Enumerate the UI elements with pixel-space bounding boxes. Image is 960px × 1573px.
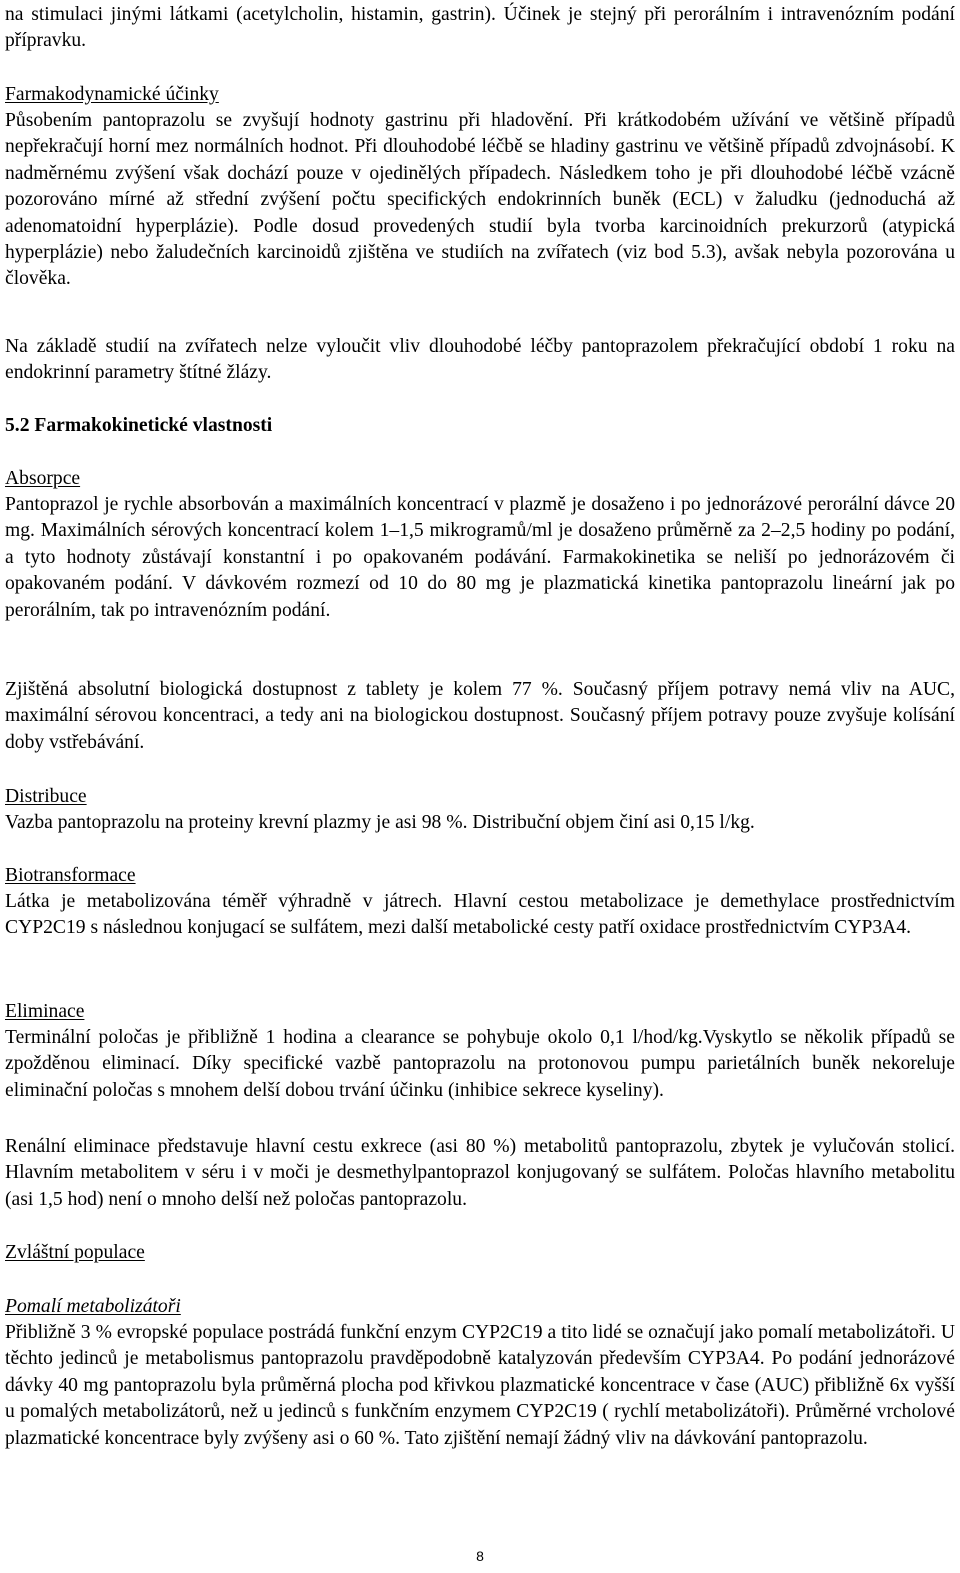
absorption-paragraph-2: Zjištěná absolutní biologická dostupnost z tablety je kolem 77 %. Současný příjem potravy nemá vliv na AUC, maximální sérovou koncentraci, a tedy ani na biologickou dostupnost. Současný příjem potravy pouze zvyšuje kolísání doby vstřebávání. xyxy=(5,679,955,753)
elimination-heading: Eliminace xyxy=(5,1001,85,1022)
special-populations-heading: Zvláštní populace xyxy=(5,1242,145,1263)
distribution-heading: Distribuce xyxy=(5,786,87,807)
pharmacodynamics-paragraph-1: Působením pantoprazolu se zvyšují hodnoty gastrinu při hladovění. Při krátkodobém užívání ve většině případů nepřekračují horní mez normálních hodnot. Při dlouhodobé léčbě se hladiny gastrinu ve většině případů zdvojnásobí. K nadměrnému zvýšení však dochází pouze v ojedinělých případech. Následkem toho je při dlouhodobé léčbě vzácně pozorováno mírné až střední zvýšení počtu specifických endokrinních buněk (ECL) v žaludku (jednoduchá až adenomatoidní hyperplázie). Podle dosud provedených studií byla tvorba karcinoidních prekurzorů (atypická hyperplázie) nebo žaludečních karcinoidů zjištěna ve studiích na zvířatech (viz bod 5.3), avšak nebyla pozorována u člověka. xyxy=(5,110,955,290)
pharmacodynamics-heading: Farmakodynamické účinky xyxy=(5,84,219,105)
distribution-paragraph: Vazba pantoprazolu na proteiny krevní plazmy je asi 98 %. Distribuční objem činí asi 0,15 l/kg. xyxy=(5,812,755,833)
page-number: 8 xyxy=(476,1548,484,1564)
pharmacodynamics-paragraph-2: Na základě studií na zvířatech nelze vyloučit vliv dlouhodobé léčby pantoprazolem překračující období 1 roku na endokrinní parametry štítné žlázy. xyxy=(5,336,955,384)
elimination-paragraph-1: Terminální poločas je přibližně 1 hodina a clearance se pohybuje okolo 0,1 l/hod/kg.Vyskytlo se několik případů se zpožděnou eliminací. Díky specifické vazbě pantoprazolu na protonovou pumpu parietálních buněk nekoreluje eliminační poločas s mnohem delší dobou trvání účinku (inhibice sekrece kyseliny). xyxy=(5,1027,955,1101)
slow-metabolizers-paragraph: Přibližně 3 % evropské populace postrádá funkční enzym CYP2C19 a tito lidé se označují jako pomalí metabolizátoři. U těchto jedinců je metabolismus pantoprazolu pravděpodobně katalyzován především CYP3A4. Po podání jednorázové dávky 40 mg pantoprazolu byla průměrná plocha pod křivkou plazmatické koncentrace v čase (AUC) přibližně 6x vyšší u pomalých metabolizátorů, než u jedinců s funkčním enzymem CYP2C19 ( rychlí metabolizátoři). Průměrné vrcholové plazmatické koncentrace byly zvýšeny asi o 60 %. Tato zjištění nemají žádný vliv na dávkování pantoprazolu. xyxy=(5,1322,955,1449)
slow-metabolizers-heading: Pomalí metabolizátoři xyxy=(5,1296,181,1317)
biotransformation-heading: Biotransformace xyxy=(5,865,136,886)
biotransformation-paragraph: Látka je metabolizována téměř výhradně v játrech. Hlavní cestou metabolizace je demethylace prostřednictvím CYP2C19 s následnou konjugací se sulfátem, mezi další metabolické cesty patří oxidace prostřednictvím CYP3A4. xyxy=(5,891,955,939)
absorption-heading: Absorpce xyxy=(5,468,81,489)
absorption-paragraph-1: Pantoprazol je rychle absorbován a maximálních koncentrací v plazmě je dosaženo i po jednorázové perorální dávce 20 mg. Maximálních sérových koncentrací kolem 1–1,5 mikrogramů/ml je dosaženo průměrně za 2–2,5 hodiny po podání, a tyto hodnoty zůstávají konstantní i po opakovaném podávání. Farmakokinetika se neliší po jednorázovém či opakovaném podání. V dávkovém rozmezí od 10 do 80 mg je plazmatická kinetika pantoprazolu lineární jak po perorálním, tak po intravenózním podání. xyxy=(5,494,955,621)
elimination-paragraph-2: Renální eliminace představuje hlavní cestu exkrece (asi 80 %) metabolitů pantoprazolu, zbytek je vylučován stolicí. Hlavním metabolitem v séru i v moči je desmethylpantoprazol konjugovaný se sulfátem. Poločas hlavního metabolitu (asi 1,5 hod) není o mnoho delší než poločas pantoprazolu. xyxy=(5,1136,955,1210)
section-title: 5.2 Farmakokinetické vlastnosti xyxy=(5,415,273,436)
intro-paragraph: na stimulaci jinými látkami (acetylcholin, histamin, gastrin). Účinek je stejný při perorálním i intravenózním podání přípravku. xyxy=(5,4,955,52)
